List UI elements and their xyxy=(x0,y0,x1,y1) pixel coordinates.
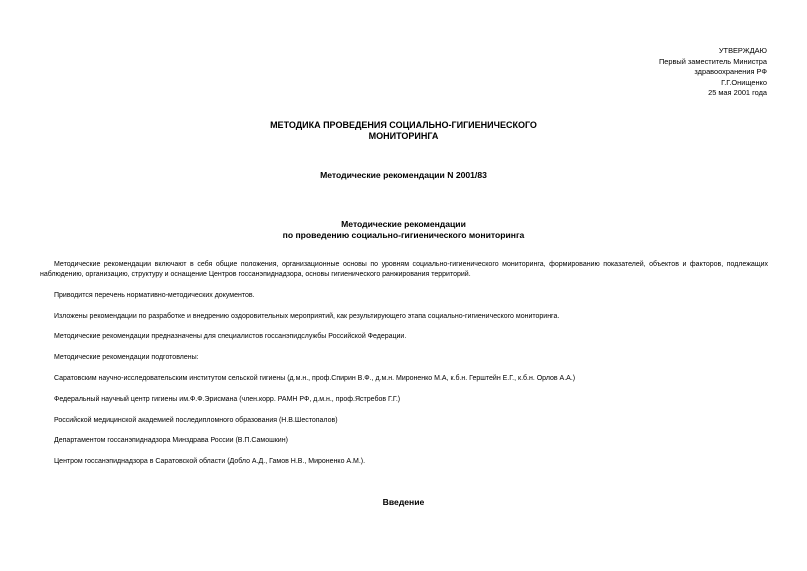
paragraph: Центром госсанэпиднадзора в Саратовской области (Добло А.Д., Гамов Н.В., Мироненко А.М.). xyxy=(54,458,366,466)
section-title-line: по проведению социально-гигиенического мониторинга xyxy=(282,230,525,240)
approval-line: Первый заместитель Министра xyxy=(658,56,767,66)
paragraph: Российской медицинской академией последипломного образования (Н.В.Шестопалов) xyxy=(54,416,338,424)
approval-line: Г.Г.Онищенко xyxy=(721,77,767,87)
section-title xyxy=(0,219,807,241)
approval-line: здравоохранения РФ xyxy=(694,67,767,76)
approval-line: 25 мая 2001 года xyxy=(708,88,767,97)
paragraph: Федеральный научный центр гигиены им.Ф.Ф.Эрисмана (член.корр. РАМН РФ, д.м.н., проф.Ястребов Г.Г.) xyxy=(54,395,401,403)
paragraph: Департаментом госсанэпиднадзора Минздрава России (В.П.Самошкин) xyxy=(54,437,288,445)
paragraph: Изложены рекомендации по разработке и внедрению оздоровительных мероприятий, как результирующего этапа социально-гигиенического мониторинга. xyxy=(54,312,560,320)
document-title-line: МЕТОДИКА ПРОВЕДЕНИЯ СОЦИАЛЬНО-ГИГИЕНИЧЕСКОГО xyxy=(270,120,537,130)
paragraph: Приводится перечень нормативно-методических документов. xyxy=(54,291,255,299)
paragraph: Методические рекомендации включают в себя общие положения, организационные основы по уровням социально-гигиенического мониторинга, формированию показателей, объектов и факторов, подлежащих наблюдению, организацию, структуру и оснащение Центров госсанэпиднадзора, основы гигиенического ранжирования территорий. xyxy=(40,261,768,278)
paragraph: Методические рекомендации предназначены для специалистов госсанэпидслужбы Российской Федерации. xyxy=(54,333,407,341)
section-title-line: Методические рекомендации xyxy=(341,219,466,229)
document-title-line: МОНИТОРИНГА xyxy=(368,131,439,141)
approval-block xyxy=(659,46,767,99)
document-title xyxy=(0,120,807,142)
intro-heading: Введение xyxy=(382,497,425,507)
document-subtitle: Методические рекомендации N 2001/83 xyxy=(320,170,487,180)
paragraph: Саратовским научно-исследовательским институтом сельской гигиены (д.м.н., проф.Спирин В.Ф., д.м.н. Мироненко М.А, к.б.н. Герштейн Е.Г., к.б.н. Орлов А.А.) xyxy=(54,374,576,382)
body-text xyxy=(40,260,768,478)
approval-line: УТВЕРЖДАЮ xyxy=(718,46,767,55)
paragraph: Методические рекомендации подготовлены: xyxy=(54,354,199,362)
